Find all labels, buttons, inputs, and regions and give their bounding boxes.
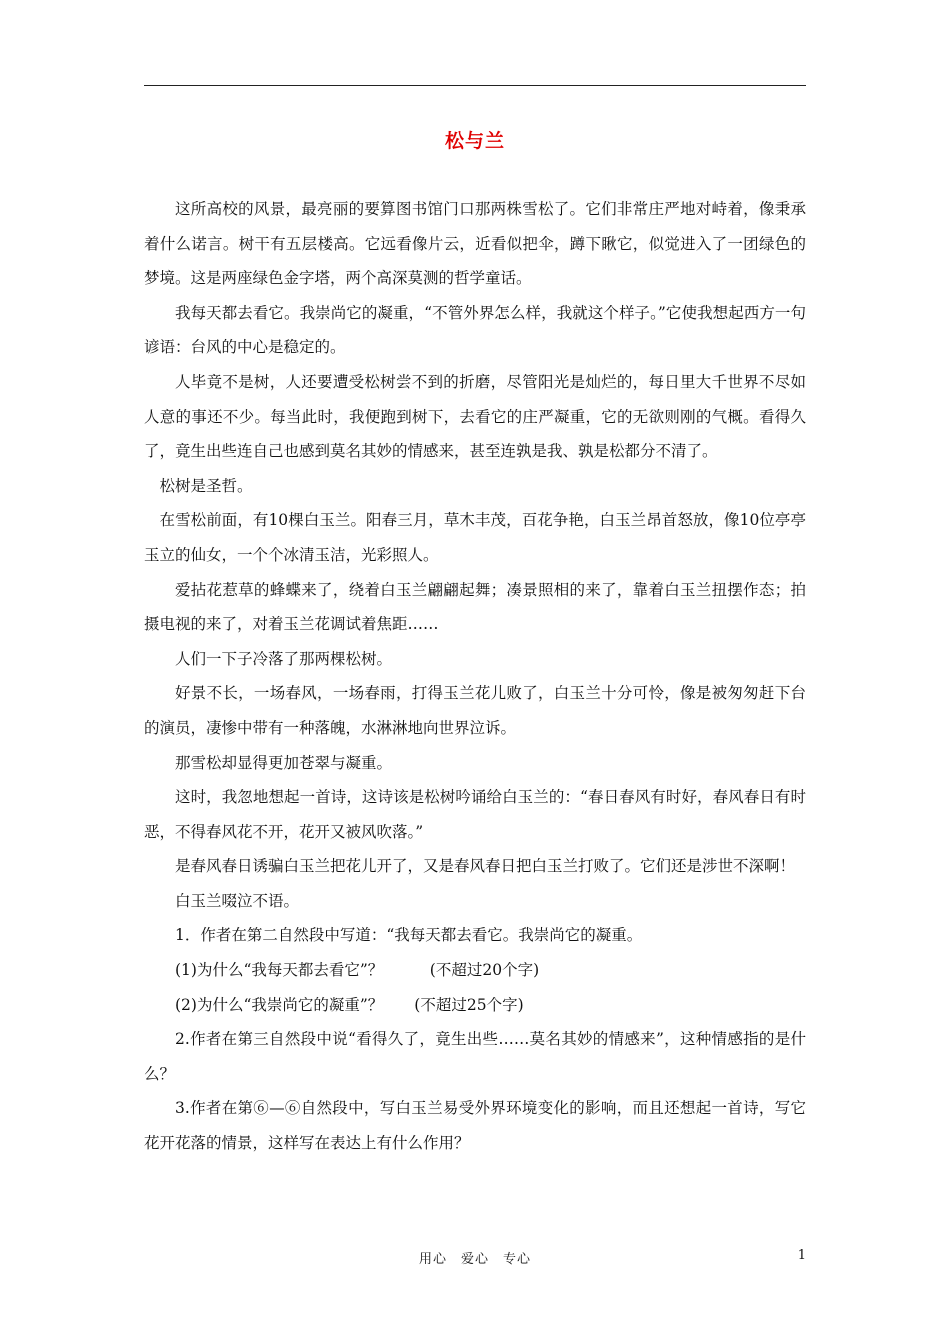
article-body [144,192,806,1161]
paragraph: 是春风春日诱骗白玉兰把花儿开了，又是春风春日把白玉兰打败了。它们还是涉世不深啊！ [175,857,796,876]
page-title: 松与兰 [444,130,505,152]
paragraph: 这所高校的风景，最亮丽的要算图书馆门口那两株雪松了。它们非常庄严地对峙着，像秉承着什么诺言。树干有五层楼高。它远看像片云，近看似把伞，蹲下瞅它，似觉进入了一团绿色的梦境。这是两座绿色金字塔，两个高深莫测的哲学童话。 [144,200,806,288]
question-3: 3.作者在第⑥—⑥自然段中，写白玉兰易受外界环境变化的影响，而且还想起一首诗，写它花开花落的情景，这样写在表达上有什么作用？ [144,1099,806,1153]
footer-motto: 用心 爱心 专心 [418,1252,531,1267]
paragraph: 人们一下子冷落了那两棵松树。 [175,649,393,668]
question-2: 2.作者在第三自然段中说“看得久了，竟生出些……莫名其妙的情感来”，这种情感指的是什么？ [144,1030,806,1083]
paragraph: 白玉兰啜泣不语。 [175,891,300,910]
question-1a: (1)为什么“我每天都去看它”？ (不超过20个字) [175,961,540,980]
question-1b: (2)为什么“我崇尚它的凝重”？ (不超过25个字) [175,995,524,1014]
question-1: 1．作者在第二自然段中写道：“我每天都去看它。我崇尚它的凝重。 [175,926,643,945]
paragraph: 爱拈花惹草的蜂蝶来了，绕着白玉兰翩翩起舞；凑景照相的来了，靠着白玉兰扭摆作态；拍摄电视的来了，对着玉兰花调试着焦距…… [144,580,806,634]
paragraph: 我每天都去看它。我崇尚它的凝重，“不管外界怎么样，我就这个样子。”它使我想起西方一句谚语：台风的中心是稳定的。 [144,303,806,357]
paragraph: 那雪松却显得更加苍翠与凝重。 [175,753,393,772]
paragraph: 在雪松前面，有10棵白玉兰。阳春三月，草木丰茂，百花争艳，白玉兰昂首怒放，像10位亭亭玉立的仙女，一个个冰清玉洁，光彩照人。 [144,511,806,564]
paragraph: 这时，我忽地想起一首诗，这诗该是松树吟诵给白玉兰的：“春日春风有时好，春风春日有时恶，不得春风花不开，花开又被风吹落。” [144,788,806,841]
paragraph: 人毕竟不是树，人还要遭受松树尝不到的折磨，尽管阳光是灿烂的，每日里大千世界不尽如人意的事还不少。每当此时，我便跑到树下，去看它的庄严凝重，它的无欲则刚的气概。看得久了，竟生出些连自己也感到莫名其妙的情感来，甚至连孰是我、孰是松都分不清了。 [144,372,806,461]
paragraph: 好景不长，一场春风，一场春雨，打得玉兰花儿败了，白玉兰十分可怜，像是被匆匆赶下台的演员，凄惨中带有一种落魄，水淋淋地向世界泣诉。 [144,684,806,737]
header-rule [144,85,806,86]
paragraph: 松树是圣哲。 [159,476,253,495]
page-number: 1 [797,1248,806,1263]
